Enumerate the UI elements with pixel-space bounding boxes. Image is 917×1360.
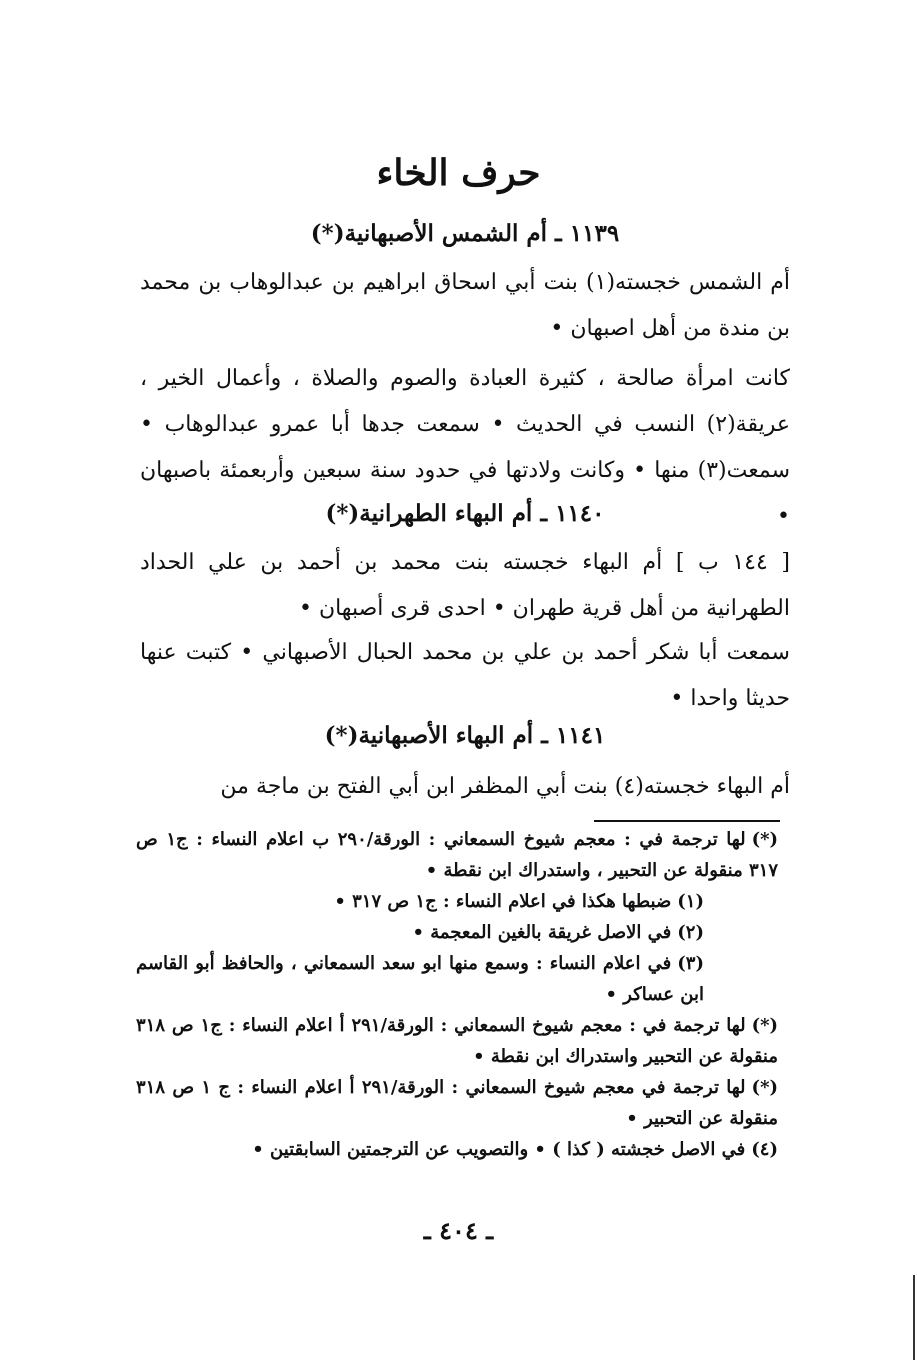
footnote-mark: (٤) [751, 1139, 778, 1160]
footnote-mark: (*) [751, 829, 779, 850]
entry-1140-paragraph-2: سمعت أبا شكر أحمد بن علي بن محمد الحبال الأصبهاني • كتبت عنها حديثا واحدا • [140, 640, 790, 711]
footnote-star-1 [136, 824, 784, 886]
footnote-3 [136, 948, 784, 1010]
footnote-text: ضبطها هكذا في اعلام النساء : ج١ ص ٣١٧ • [334, 891, 672, 912]
entry-heading-1139: ١١٣٩ ـ أم الشمس الأصبهانية(*) [310, 220, 620, 247]
scan-edge-mark [913, 1275, 915, 1360]
footnote-mark: (*) [751, 1015, 779, 1036]
entry-1141-paragraph-1: أم البهاء خجسته(٤) بنت أبي المظفر ابن أبي الفتح بن ماجة من [220, 774, 790, 799]
footnote-text: لها ترجمة في معجم شيوخ السمعاني : الورقة/٢٩١ أ اعلام النساء : ج ١ ص ٣١٨ منقولة عن التحبير • [136, 1077, 778, 1129]
entry-heading-1140: ١١٤٠ ـ أم البهاء الطهرانية(*) [325, 500, 605, 527]
footnote-text: في الاصل غريقة بالغين المعجمة • [412, 922, 672, 943]
page-title: حرف الخاء [376, 152, 541, 194]
page-number: ـ ٤٠٤ ـ [423, 1216, 494, 1245]
entry-1139-paragraph-1: أم الشمس خجسته(١) بنت أبي اسحاق ابراهيم بن عبدالوهاب بن محمد بن مندة من أهل اصبهان • [140, 270, 790, 341]
footnote-1 [136, 886, 784, 917]
footnote-text: لها ترجمة في : معجم شيوخ السمعاني : الورقة/٢٩٠ ب اعلام النساء : ج١ ص ٣١٧ منقولة عن التحبير ، واستدراك ابن نقطة • [136, 829, 778, 881]
footnote-divider [594, 820, 780, 822]
footnote-text: في الاصل خجشته ( كذا ) • والتصويب عن الترجمتين السابقتين • [252, 1139, 746, 1160]
footnote-mark: (٣) [677, 953, 704, 974]
footnote-2 [136, 917, 784, 948]
entry-heading-1141: ١١٤١ ـ أم البهاء الأصبهانية(*) [324, 722, 606, 749]
footnote-text: في اعلام النساء : وسمع منها ابو سعد السمعاني ، والحافظ أبو القاسم ابن عساكر • [136, 953, 704, 1005]
entry-1140-paragraph-1: [ ١٤٤ ب ] أم البهاء خجسته بنت محمد بن أحمد بن علي الحداد الطهرانية من أهل قرية طهران • احدى قرى أصبهان • [140, 550, 791, 621]
entry-1139-paragraph-2: كانت امرأة صالحة ، كثيرة العبادة والصوم والصلاة ، وأعمال الخير ، عريقة(٢) النسب في الحديث • سمعت جدها أبا عمرو عبدالوهاب • سمعت(٣) منها • وكانت ولادتها في حدود سنة سبعين وأربعمئة باصبهان • [140, 366, 790, 529]
footnote-mark: (٢) [677, 922, 704, 943]
footnote-star-2 [136, 1010, 784, 1072]
footnotes [136, 824, 784, 1165]
footnote-star-3 [136, 1072, 784, 1134]
footnote-mark: (١) [677, 891, 704, 912]
footnote-4 [136, 1134, 784, 1165]
footnote-text: لها ترجمة في : معجم شيوخ السمعاني : الورقة/٢٩١ أ اعلام النساء : ج١ ص ٣١٨ منقولة عن التحبير واستدراك ابن نقطة • [136, 1015, 778, 1067]
footnote-mark: (*) [751, 1077, 778, 1098]
